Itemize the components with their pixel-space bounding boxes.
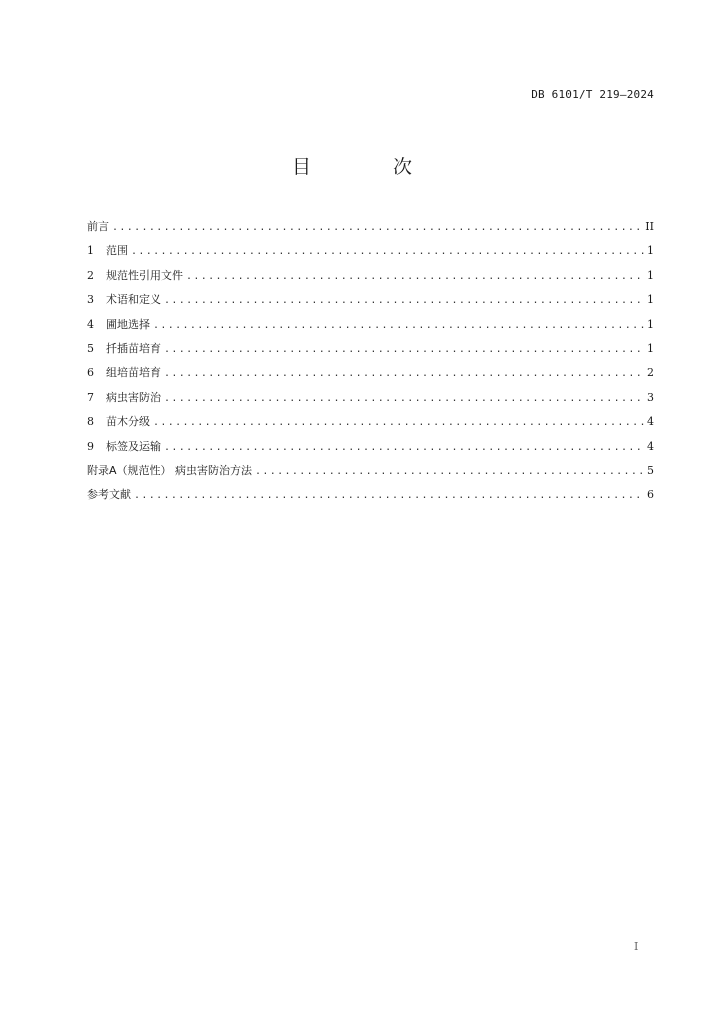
toc-leader-dots [164,293,644,309]
toc-leader-dots [164,366,644,382]
toc-leader-dots [112,220,642,236]
toc-entry-page: 3 [647,390,654,404]
toc-entry-foreword[interactable] [87,219,654,243]
toc-entry-number: 4 [87,317,94,331]
toc-entry-text: 圃地选择 [106,317,150,331]
toc-entry-page: 1 [647,293,654,307]
toc-entry-text: 参考文献 [87,488,131,502]
toc-entry-page: 6 [647,488,654,502]
toc-entry-cutting-seedlings[interactable] [87,341,654,365]
toc-entry-appendix-a[interactable] [87,463,654,487]
toc-entry-scope[interactable] [87,243,654,267]
toc-entry-text: 术语和定义 [106,293,161,307]
toc-entry-page: 2 [647,366,654,380]
toc-leader-dots [164,391,644,407]
toc-entry-text: 标签及运输 [106,439,161,453]
toc-entry-normative-references[interactable] [87,268,654,292]
toc-entry-seedling-grading[interactable] [87,414,654,438]
toc-entry-text: 附录A（规范性） 病虫害防治方法 [87,463,253,477]
toc-entry-nursery-site[interactable] [87,317,654,341]
toc-leader-dots [186,269,644,285]
toc-entry-number: 6 [87,366,94,380]
toc-entry-page: 4 [647,415,654,429]
toc-entry-text: 病虫害防治 [106,390,161,404]
toc-leader-dots [164,342,644,358]
toc-entry-page: 1 [647,317,654,331]
toc-leader-dots [153,318,644,334]
document-code: DB 6101/T 219—2024 [531,88,654,101]
table-of-contents [87,219,654,512]
toc-entry-text: 前言 [87,220,109,233]
toc-leader-dots [164,440,644,456]
toc-entry-page: 1 [647,268,654,282]
toc-entry-terms-definitions[interactable] [87,292,654,316]
page-number: I [634,940,639,953]
toc-entry-labeling-transport[interactable] [87,439,654,463]
toc-entry-tissue-culture-seedlings[interactable] [87,365,654,389]
toc-entry-text: 范围 [106,244,128,258]
toc-entry-number: 3 [87,293,94,307]
toc-entry-number: 9 [87,439,94,453]
toc-leader-dots [131,244,644,260]
toc-entry-number: 8 [87,415,94,429]
toc-entry-text: 规范性引用文件 [106,268,183,282]
toc-entry-page: 1 [647,244,654,258]
toc-entry-page: 4 [647,439,654,453]
toc-leader-dots [134,488,644,504]
toc-entry-text: 组培苗培育 [106,366,161,380]
toc-entry-number: 2 [87,268,94,282]
toc-entry-number: 7 [87,390,94,404]
toc-entry-text: 扦插苗培育 [106,341,161,355]
toc-entry-page: II [645,220,654,233]
toc-entry-page: 1 [647,341,654,355]
toc-leader-dots [255,464,644,480]
page-title: 目 次 [291,156,451,178]
toc-entry-page: 5 [647,463,654,477]
toc-entry-bibliography[interactable] [87,487,654,511]
toc-entry-text: 苗木分级 [106,415,150,429]
toc-leader-dots [153,415,644,431]
toc-entry-number: 5 [87,341,94,355]
toc-entry-pest-control[interactable] [87,390,654,414]
toc-entry-number: 1 [87,244,94,258]
